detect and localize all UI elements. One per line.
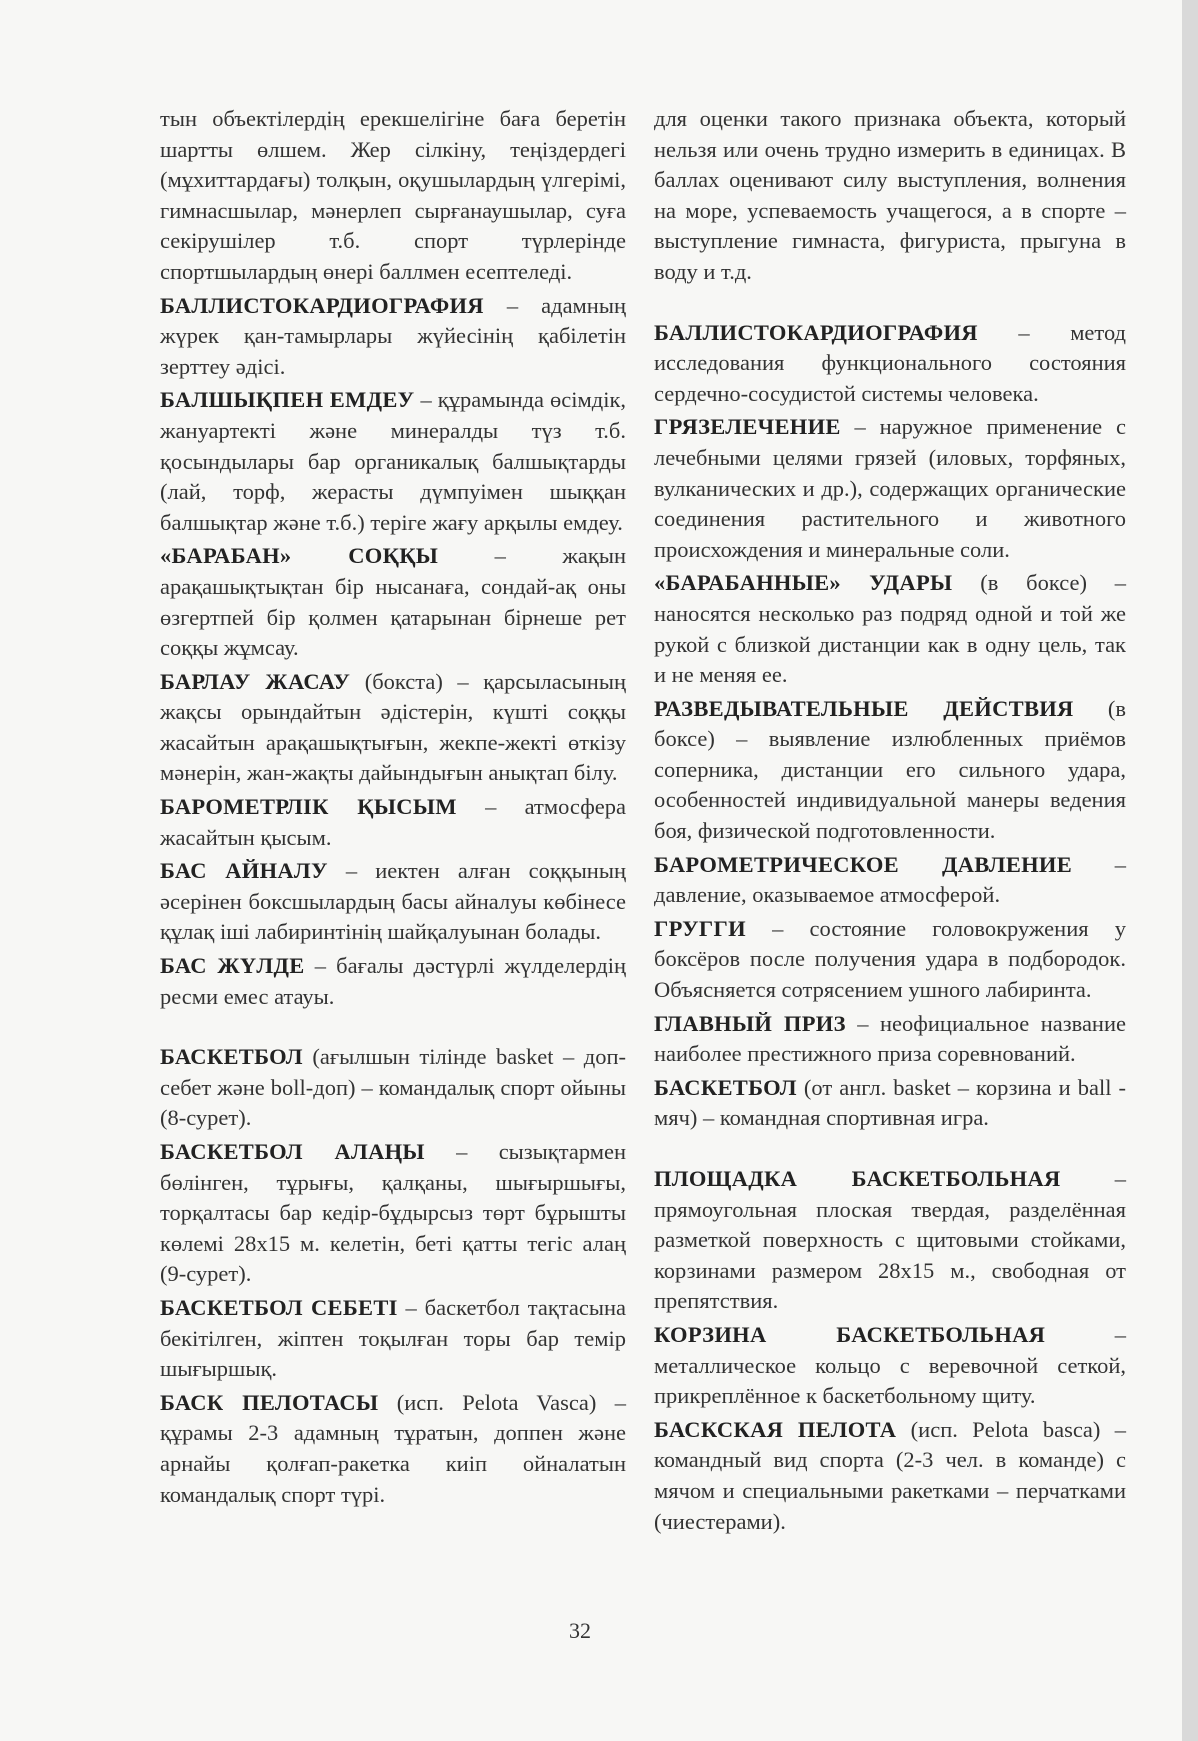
entry-definition: для оценки такого признака объекта, который нельзя или очень трудно измерить в единицах. В баллах оценивают силу выступления, волнения на море, успеваемость учащегося, а в спорте – выступление гимнаста, фигуриста, прыгуна в воду и т.д. <box>654 106 1126 284</box>
entry-term: БАСК ПЕЛОТАСЫ <box>160 1389 379 1415</box>
entry-definition: – иектен алған соққының әсерінен боксшылардың басы айналуы көбінесе құлақ іші лабиринтінің шайқалуынан болады. <box>160 858 627 945</box>
entry-definition: – металлическое кольцо с веревочной сеткой, прикреплённое к баскетбольному щиту. <box>654 1321 1127 1409</box>
entry-definition: – наружное применение с лечебными целями грязей (иловых, торфяных, вулканических и др.), содержащих органические соединения растительного и животного происхождения и минеральные соли. <box>654 414 1126 562</box>
entry-right-0 <box>654 104 1126 288</box>
entry-left-8 <box>160 1042 626 1134</box>
page-number: 32 <box>569 1618 591 1643</box>
entry-left-3 <box>160 541 626 663</box>
entry-term: БАЛШЫҚПЕН ЕМДЕУ <box>160 387 415 413</box>
entry-left-0 <box>160 104 626 288</box>
entry-term: «БАРАБАННЫЕ» УДАРЫ <box>654 570 953 596</box>
entry-left-9 <box>160 1137 626 1290</box>
entry-definition: (в боксе) – наносятся несколько раз подряд одной и той же рукой с близкой дистанции как в одну цель, так и не меняя ее. <box>654 570 1126 688</box>
entry-term: БАС АЙНАЛУ <box>160 858 328 884</box>
entry-right-2 <box>654 412 1126 565</box>
right-column-russian <box>654 104 1126 1540</box>
entry-term: «БАРАБАН» СОҚҚЫ <box>160 543 439 569</box>
entry-term: БАСКСКАЯ ПЕЛОТА <box>654 1416 897 1442</box>
entry-term: БАСКЕТБОЛ <box>160 1044 303 1070</box>
entry-definition: – адамның жүрек қан-тамырлары жүйесінің қабілетін зерттеу әдісі. <box>160 292 626 379</box>
entry-right-7 <box>654 1009 1126 1070</box>
entry-term: ГЛАВНЫЙ ПРИЗ <box>654 1010 846 1036</box>
entry-term: БАСКЕТБОЛ <box>654 1074 797 1100</box>
entry-term: БАЛЛИСТОКАРДИОГРАФИЯ <box>160 292 484 318</box>
page-number-row <box>0 1618 1198 1644</box>
entry-right-8 <box>654 1073 1126 1134</box>
entry-definition: (бокста) – қарсыласының жақсы орындайтын әдістерін, күшті соққы жасайтын арақашықтығын, жекпе-жекті өткізу мәнерін, жан-жақты дайындығын анықтап білу. <box>160 668 626 786</box>
entry-definition: – сызықтармен бөлінген, тұрығы, қалқаны, шығыршығы, торқалтасы бар кедір-бұдырсыз төрт бұрышты көлемі 28х15 м. келетін, беті қатты тегіс алаң (9-сурет). <box>160 1139 627 1287</box>
entry-definition: – жақын арақашықтықтан бір нысанаға, сондай-ақ оны өзгертпей бір қолмен қатарынан бірнеше рет соққы жұмсау. <box>160 543 626 661</box>
entry-definition: – прямоугольная плоская твердая, разделённая разметкой поверхность с щитовыми стойками, корзинами размером 28х15 м., свободная от препятствия. <box>654 1166 1126 1314</box>
entry-right-10 <box>654 1320 1126 1412</box>
entry-definition: – атмосфера жасайтын қысым. <box>160 794 626 850</box>
entry-definition: – бағалы дәстүрлі жүлделердің ресми емес атауы. <box>160 953 626 1009</box>
entry-term: БАЛЛИСТОКАРДИОГРАФИЯ <box>654 319 978 345</box>
entry-definition: (ағылшын тілінде basket – доп-себет және boll-доп) – командалық спорт ойыны (8-сурет). <box>160 1044 626 1131</box>
entry-definition: – құрамында өсімдік, жануартекті және минералды түз т.б. қосындылары бар органикалық балшықтарды (лай, торф, жерасты дүмпуімен шыққан балшықтар және т.б.) теріге жағу арқылы емдеу. <box>160 387 626 535</box>
entry-right-11 <box>654 1415 1126 1537</box>
entry-left-4 <box>160 667 626 789</box>
entry-term: БАРОМЕТРИЧЕСКОЕ ДАВЛЕНИЕ <box>654 851 1073 877</box>
entry-left-7 <box>160 951 626 1012</box>
entry-definition: (от англ. basket – корзина и ball - мяч) – командная спортивная игра. <box>654 1074 1126 1131</box>
entry-definition: – неофициальное название наиболее престижного приза соревнований. <box>654 1010 1126 1067</box>
entry-left-10 <box>160 1293 626 1385</box>
entry-right-4 <box>654 694 1126 847</box>
entry-term: ПЛОЩАДКА БАСКЕТБОЛЬНАЯ <box>654 1166 1061 1191</box>
entry-term: БАСКЕТБОЛ СЕБЕТІ <box>160 1294 398 1320</box>
entry-definition: – метод исследования функционального состояния сердечно-сосудистой системы человека. <box>654 319 1126 406</box>
entry-left-2 <box>160 385 626 538</box>
entry-definition: (в боксе) – выявление излюбленных приёмов соперника, дистанции его сильного удара, особенностей индивидуальной манеры ведения боя, физической подготовленности. <box>654 695 1126 844</box>
entry-definition: – состояние головокружения у боксёров после получения удара в подбородок. Объясняется сотрясением ушного лабиринта. <box>654 915 1126 1003</box>
entry-term: БАРОМЕТРЛІК ҚЫСЫМ <box>160 794 457 820</box>
entry-left-6 <box>160 856 626 948</box>
entry-term: КОРЗИНА БАСКЕТБОЛЬНАЯ <box>654 1321 1046 1347</box>
entry-term: БАРЛАУ ЖАСАУ <box>160 668 351 694</box>
entry-right-9 <box>654 1164 1126 1317</box>
entry-right-1 <box>654 318 1126 410</box>
entry-term: БАСКЕТБОЛ АЛАҢЫ <box>160 1139 425 1164</box>
entry-definition: тын объектілердің ерекшелігіне баға беретін шартты өлшем. Жер сілкіну, теңіздердегі (мұхиттардағы) толқын, оқушылардың үлгерімі, гимнасшылар, мәнерлеп сырғанаушылар, суға секірушілер т.б. спорт түрлерінде спортшылардың өнері баллмен есептеледі. <box>160 106 626 284</box>
entry-right-5 <box>654 850 1126 911</box>
entry-term: БАС ЖҮЛДЕ <box>160 953 305 979</box>
entry-left-11 <box>160 1388 626 1510</box>
entry-definition: – баскетбол тақтасына бекітілген, жіптен тоқылған торы бар темір шығыршық. <box>160 1294 626 1382</box>
entry-term: ГРУГГИ <box>654 915 746 941</box>
entry-definition: (исп. Pelota basca) – командный вид спорта (2-3 чел. в команде) с мячом и специальными ракетками – перчатками (чиестерами). <box>654 1416 1126 1534</box>
entry-left-1 <box>160 291 626 383</box>
left-column-kazakh <box>160 104 626 1513</box>
entry-definition: (исп. Pelota Vasca) – құрамы 2-3 адамның тұратын, доппен және арнайы қолғап-ракетка киіп ойналатын командалық спорт түрі. <box>160 1389 626 1507</box>
entry-right-3 <box>654 568 1126 690</box>
entry-term: ГРЯЗЕЛЕЧЕНИЕ <box>654 414 841 440</box>
entry-left-5 <box>160 792 626 853</box>
entry-term: РАЗВЕДЫВАТЕЛЬНЫЕ ДЕЙСТВИЯ <box>654 695 1074 721</box>
entry-definition: – давление, оказываемое атмосферой. <box>654 851 1126 908</box>
entry-right-6 <box>654 914 1126 1006</box>
